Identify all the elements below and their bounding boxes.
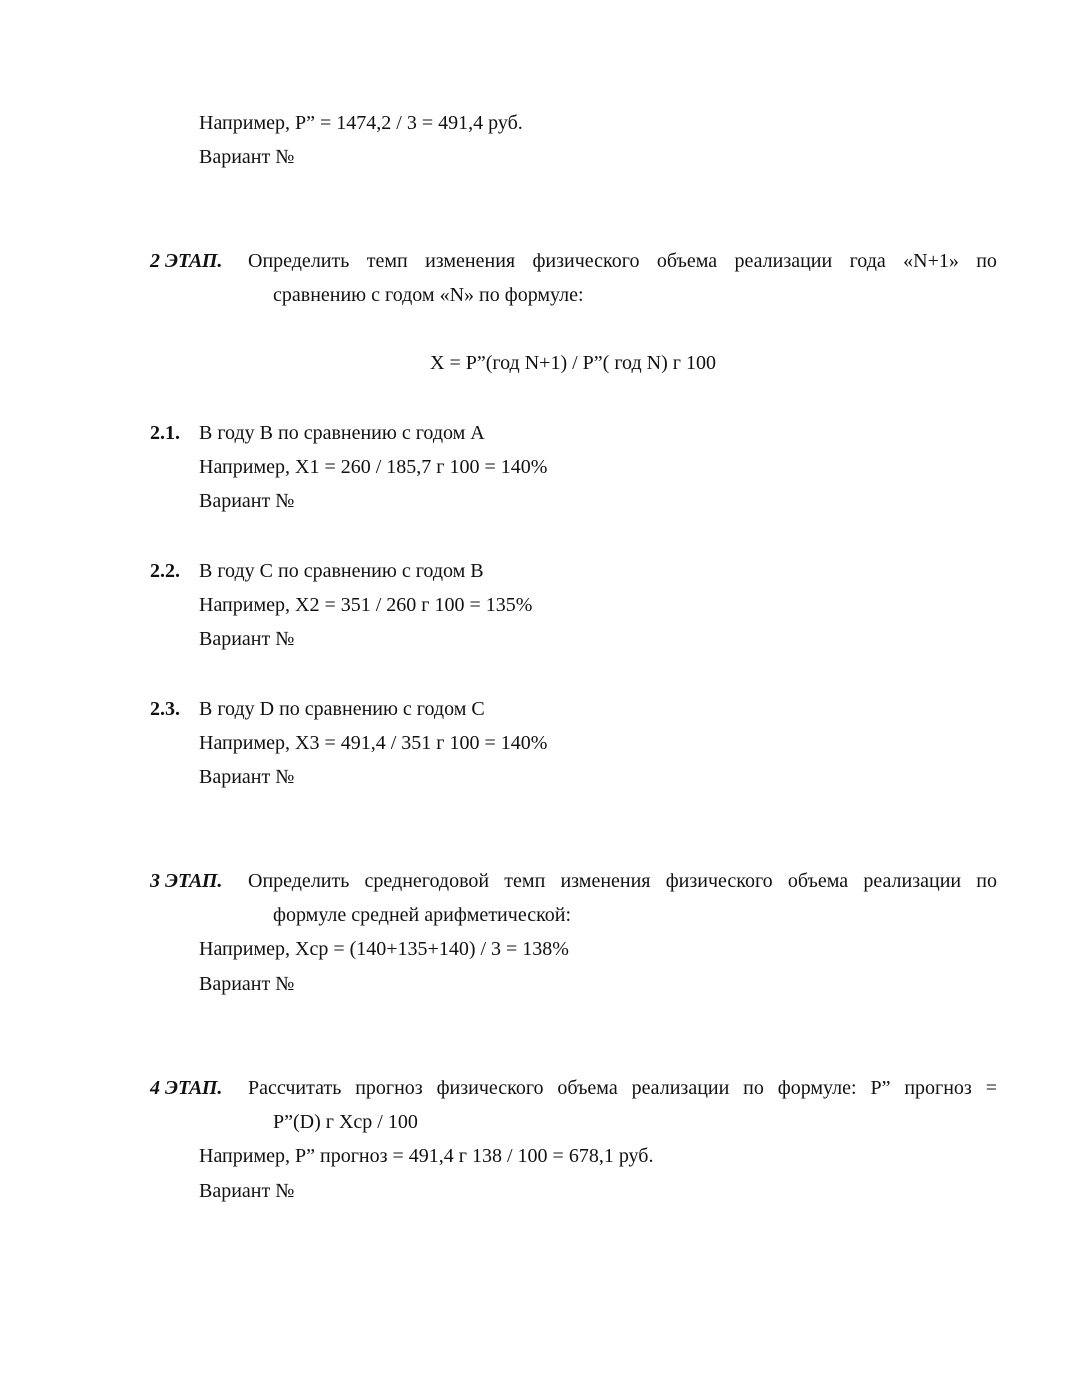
item-number: 2.1. — [150, 422, 180, 444]
word: объема — [787, 870, 849, 892]
example-line: Например, Хср = (140+135+140) / 3 = 138% — [199, 938, 569, 960]
word: темп — [366, 250, 408, 272]
stage-3-text-line2: формуле средней арифметической: — [273, 904, 572, 926]
item-title: В году D по сравнению с годом С — [199, 698, 485, 720]
word: по — [976, 870, 997, 892]
stage-2-formula: Х = Р”(год N+1) / Р”( год N) г 100 — [430, 352, 716, 374]
justified-line — [248, 869, 997, 893]
word: Определить — [248, 870, 350, 892]
word: по — [976, 250, 997, 272]
stage-2-text-line2: сравнению с годом «N» по формуле: — [273, 284, 584, 306]
justified-line — [248, 1076, 997, 1100]
variant-line: Вариант № — [199, 1180, 295, 1202]
item-title: В году В по сравнению с годом А — [199, 422, 485, 444]
word: Рассчитать — [248, 1077, 342, 1099]
example-line: Например, Р” = 1474,2 / 3 = 491,4 руб. — [199, 112, 523, 134]
example-line: Например, Р” прогноз = 491,4 г 138 / 100 = 678,1 руб. — [199, 1145, 654, 1167]
word: формуле: — [777, 1077, 857, 1099]
word: физического — [436, 1077, 544, 1099]
word: по — [743, 1077, 764, 1099]
word: изменения — [560, 870, 651, 892]
stage-3-label: 3 ЭТАП. — [150, 870, 223, 892]
stage-2-text-line1 — [248, 249, 997, 273]
word: года — [849, 250, 886, 272]
word: физического — [665, 870, 773, 892]
word: = — [985, 1077, 997, 1099]
word: «N+1» — [903, 250, 959, 272]
stage-4-text-line1 — [248, 1076, 997, 1100]
word: Определить — [248, 250, 350, 272]
word: Р” — [870, 1077, 891, 1099]
word: реализации — [863, 870, 962, 892]
stage-2-label: 2 ЭТАП. — [150, 250, 223, 272]
example-line: Например, Х2 = 351 / 260 г 100 = 135% — [199, 594, 533, 616]
word: среднегодовой — [364, 870, 490, 892]
stage-3-text-line1 — [248, 869, 997, 893]
variant-line: Вариант № — [199, 628, 295, 650]
word: физического — [532, 250, 640, 272]
item-number: 2.2. — [150, 560, 180, 582]
word: объема — [656, 250, 718, 272]
word: реализации — [734, 250, 833, 272]
item-title: В году С по сравнению с годом В — [199, 560, 484, 582]
word: объема — [557, 1077, 618, 1099]
word: прогноз — [355, 1077, 423, 1099]
stage-4-text-line2: Р”(D) г Хср / 100 — [273, 1111, 418, 1133]
stage-4-label: 4 ЭТАП. — [150, 1077, 223, 1099]
word: реализации — [631, 1077, 730, 1099]
word: прогноз — [904, 1077, 972, 1099]
variant-line: Вариант № — [199, 973, 295, 995]
justified-line — [248, 249, 997, 273]
variant-line: Вариант № — [199, 490, 295, 512]
example-line: Например, Х1 = 260 / 185,7 г 100 = 140% — [199, 456, 548, 478]
variant-line: Вариант № — [199, 766, 295, 788]
word: изменения — [425, 250, 516, 272]
variant-line: Вариант № — [199, 146, 295, 168]
item-number: 2.3. — [150, 698, 180, 720]
example-line: Например, Х3 = 491,4 / 351 г 100 = 140% — [199, 732, 548, 754]
word: темп — [504, 870, 546, 892]
